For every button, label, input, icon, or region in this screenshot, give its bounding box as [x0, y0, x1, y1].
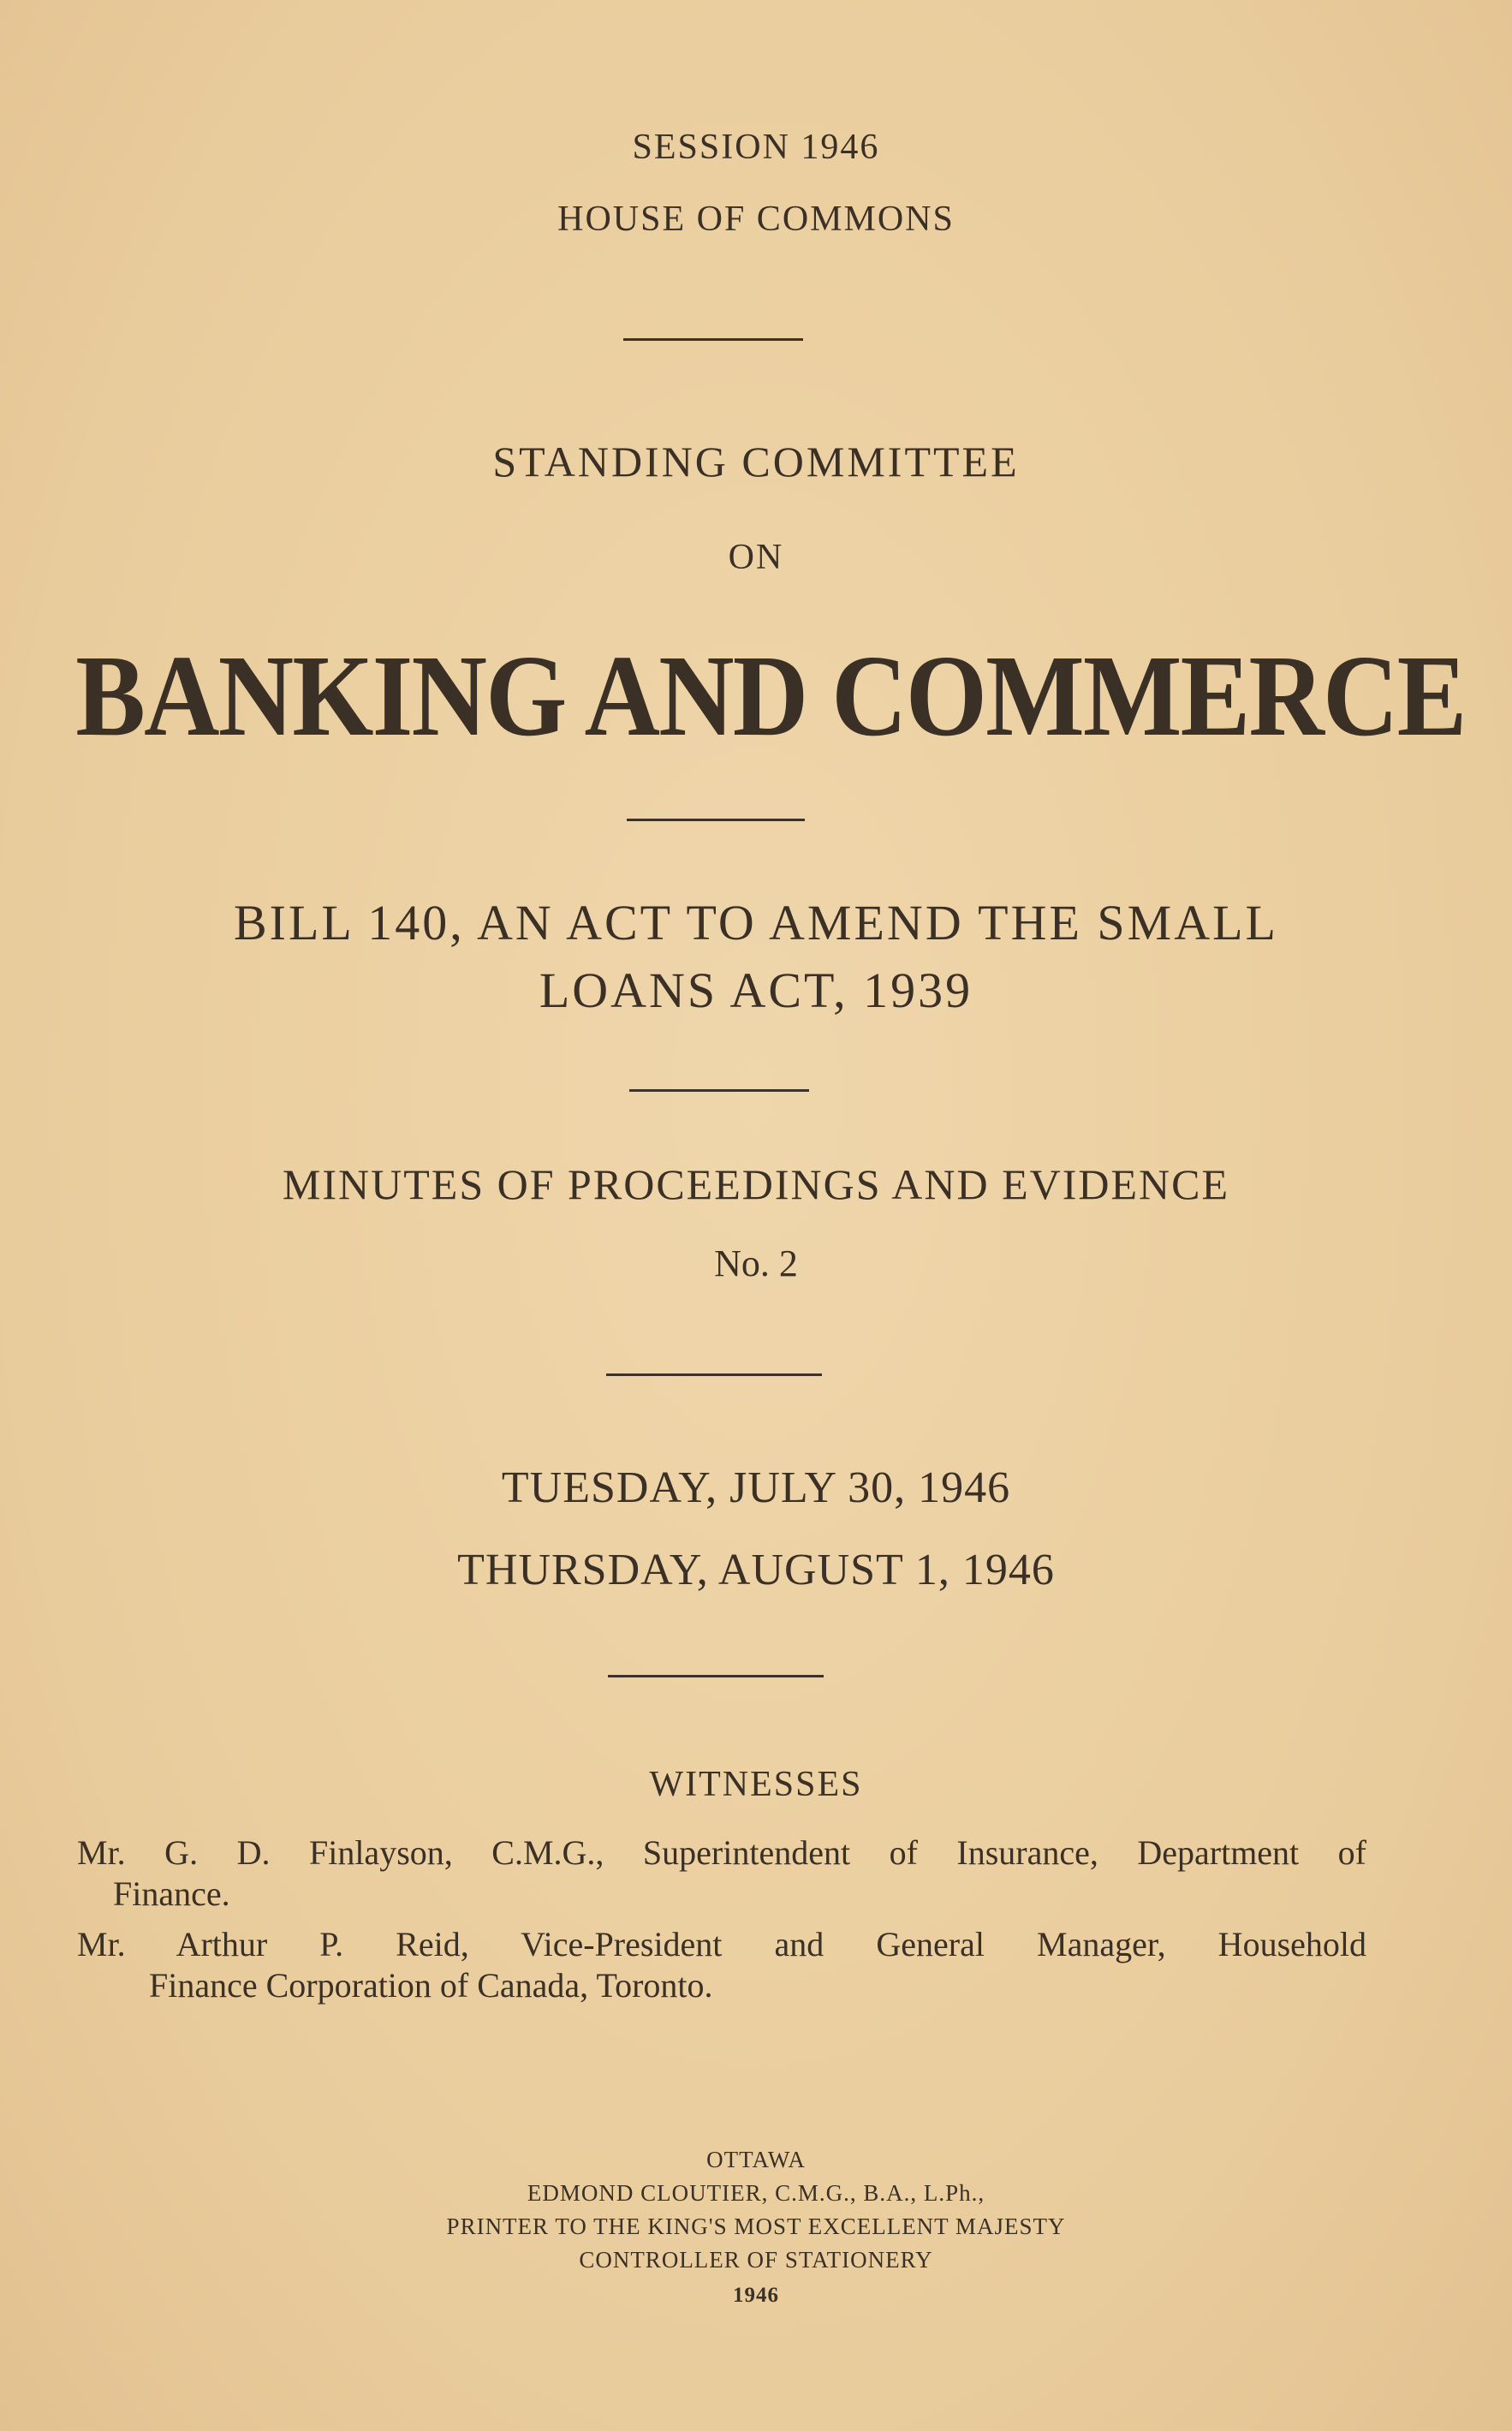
proceedings-number: No. 2 [714, 1242, 798, 1284]
divider-rule [627, 819, 805, 821]
imprint-year: 1946 [733, 2284, 779, 2307]
imprint-controller: CONTROLLER OF STATIONERY [579, 2247, 933, 2273]
proceedings-title: MINUTES OF PROCEEDINGS AND EVIDENCE [282, 1160, 1230, 1208]
witness-line-continued: Finance. [113, 1874, 230, 1913]
bill-title-line-1: BILL 140, AN ACT TO AMEND THE SMALL [234, 895, 1278, 950]
imprint-city: OTTAWA [706, 2147, 806, 2172]
witness-line-continued: Finance Corporation of Canada, Toronto. [149, 1966, 713, 2005]
imprint-printer: EDMOND CLOUTIER, C.M.G., B.A., L.Ph., [527, 2180, 985, 2206]
divider-rule [608, 1675, 824, 1677]
imprint-role: PRINTER TO THE KING'S MOST EXCELLENT MAJESTY [446, 2214, 1066, 2239]
committee-title: BANKING AND COMMERCE [75, 632, 1466, 760]
committee-on: ON [728, 538, 784, 577]
bill-title-line-2: LOANS ACT, 1939 [539, 962, 973, 1018]
witness-line: Mr. Arthur P. Reid, Vice-President and General Manager, Household [77, 1925, 1366, 1963]
session-heading: SESSION 1946 [632, 128, 880, 167]
divider-rule [606, 1373, 822, 1376]
witness-line: Mr. G. D. Finlayson, C.M.G., Superintendent of Insurance, Department of [77, 1833, 1366, 1872]
committee-standing: STANDING COMMITTEE [492, 438, 1020, 486]
witnesses-heading: WITNESSES [649, 1765, 863, 1804]
meeting-date: TUESDAY, JULY 30, 1946 [501, 1463, 1011, 1512]
divider-rule [623, 338, 803, 341]
witness-entry [77, 1832, 1366, 1915]
house-heading: HOUSE OF COMMONS [557, 200, 955, 239]
witness-entry [77, 1924, 1366, 2006]
divider-rule [629, 1089, 809, 1092]
meeting-date: THURSDAY, AUGUST 1, 1946 [457, 1546, 1055, 1594]
